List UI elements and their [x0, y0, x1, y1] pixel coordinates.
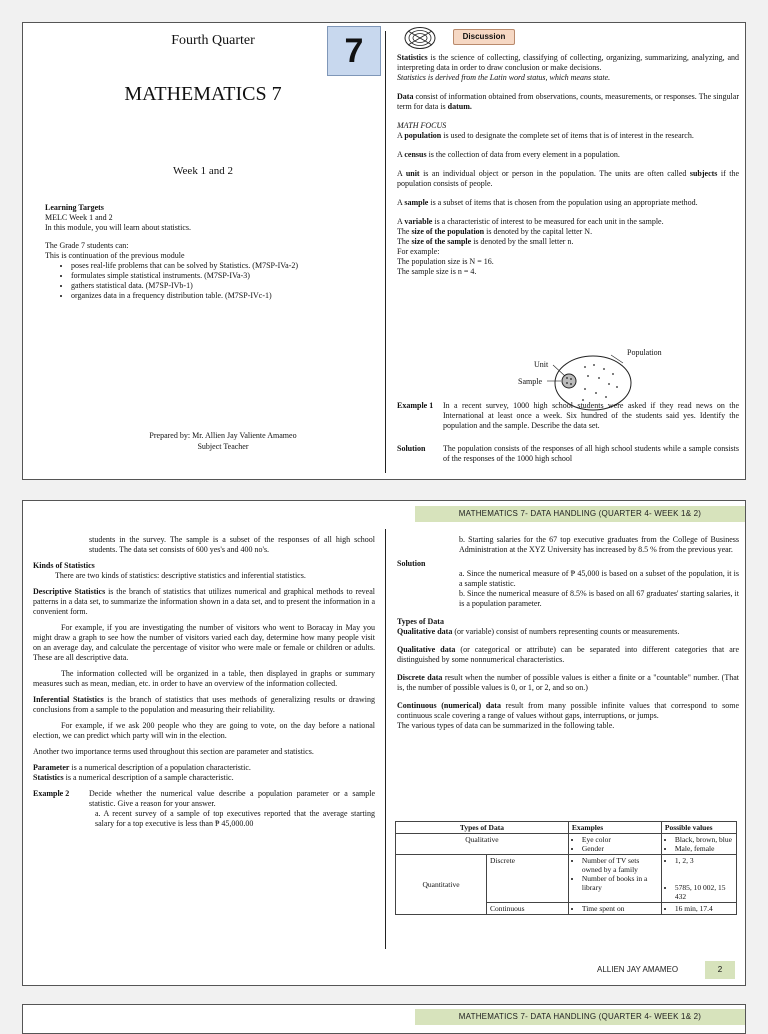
- types-heading: Types of Data: [397, 617, 444, 626]
- table-row: [396, 855, 737, 903]
- table-cell: Continuous: [487, 903, 569, 915]
- population-size-definition: The size of the population is denoted by the capital letter N.: [397, 227, 593, 236]
- page-3: [22, 1004, 746, 1034]
- prepared-role: Subject Teacher: [197, 442, 249, 451]
- table-cell: • Black, brown, blue • Male, female: [661, 834, 736, 855]
- table-cell: Qualitative: [396, 834, 569, 855]
- descriptive-definition: Descriptive Statistics is the branch of statistics that utilizes numerical and graphical methods to reveal patterns in a data set, to summarize the information shown in a data set, and to present the information in a convenient form.: [33, 587, 375, 616]
- discussion-body: [397, 53, 739, 277]
- example2-part-b: b. Starting salaries for the 67 top executive graduates from the College of Business Administration at the XYZ University has increased by 8.5 % from the previous year.: [459, 535, 739, 554]
- intro-line: The Grade 7 students can:: [45, 241, 129, 250]
- example2-part-a: a. A recent survey of a sample of top executives reported that the average starting salary for a top executive is less than ₱ 45,000.00: [95, 809, 375, 828]
- learning-targets-line: MELC Week 1 and 2: [45, 213, 113, 222]
- page-1: [22, 22, 746, 480]
- example2-block: [33, 789, 375, 829]
- descriptive-example: For example, if you are investigating the number of visitors who went to Boracay in May you might draw a graph to see how the number of visitors varied each day, determine how many people visit on an average day, and calculate the percentage of visitor who were male or female or children or adults. These are all descriptive data.: [33, 623, 375, 662]
- statistics-definition: Statistics is the science of collecting, classifying of collecting, organizing, summarizing, analyzing, and interpreting data in order to draw conclusion or make decisions.: [397, 53, 739, 72]
- statistic-definition: Statistics is a numerical description of a sample characteristic.: [33, 773, 234, 782]
- learning-targets: [45, 203, 375, 301]
- page2-right-column: [397, 535, 739, 731]
- solution2-part-a: a. Since the numerical measure of ₱ 45,000 is based on a subset of the population, it is a sample statistic.: [459, 569, 739, 588]
- subject-title: MATHEMATICS 7: [124, 83, 282, 105]
- discrete-definition: Discrete data result when the number of possible values is either a finite or a "countable" number. (That is, the number of possible values is 0, or 1, or 2, and so on.): [397, 673, 740, 692]
- page2-left-column: [33, 535, 375, 829]
- quarter-title: Fourth Quarter: [171, 33, 255, 48]
- table-header: Examples: [568, 822, 661, 834]
- qualitative-definition: Qualitative data (or categorical or attribute) can be separated into different categories that are distinguished by some nonnumerical characteristics.: [397, 645, 740, 664]
- page-2: [22, 500, 746, 986]
- column-divider: [385, 31, 386, 473]
- solution-text: The population consists of the responses of all high school students while a sample consists of the responses of the 1000 high school: [443, 444, 739, 463]
- sample-circle: [562, 374, 576, 388]
- target-item: • gathers statistical data. (M7SP-IVb-1): [71, 281, 375, 291]
- example2-text: Decide whether the numerical value describe a population parameter or a sample statistic. Give a reason for your answer.: [89, 789, 375, 808]
- diagram-sample-label: Sample: [518, 377, 542, 386]
- example-line: The population size is N = 16.: [397, 257, 494, 266]
- table-cell: • 1, 2, 3 • 5785, 10 002, 15 432: [661, 855, 736, 903]
- quantitative-definition: Qualitative data (or variable) consist of numbers representing counts or measurements.: [397, 627, 680, 636]
- learning-targets-heading: Learning Targets: [45, 203, 104, 212]
- inferential-definition: Inferential Statistics is the branch of statistics that uses methods of generalizing results or drawing conclusions from a sample to the population and measuring their reliability.: [33, 695, 375, 714]
- parameter-definition: Parameter is a numerical description of a population characteristic.: [33, 763, 251, 772]
- descriptive-organize: The information collected will be organized in a table, then displayed in graphs or summary measures such as mean, median, etc. in order to have an overview of the information collected.: [33, 669, 375, 688]
- continuous-definition: Continuous (numerical) data result from many possible infinite values that correspond to some continuous scale covering a range of values without gaps, interruptions, or jumps.: [397, 701, 739, 720]
- column-divider: [385, 529, 386, 949]
- intro-line: This is continuation of the previous module: [45, 251, 185, 260]
- sample-definition: A sample is a subset of items that is chosen from the population using an appropriate method.: [397, 198, 698, 207]
- target-item: • poses real-life problems that can be solved by Statistics. (M7SP-IVa-2): [71, 261, 375, 271]
- population-definition: A population is used to designate the complete set of items that is of interest in the research.: [397, 131, 694, 140]
- table-row: [396, 834, 737, 855]
- footer-author: ALLIEN JAY AMAMEO: [597, 965, 679, 974]
- example1-label: Example 1: [397, 401, 434, 410]
- example-line: For example:: [397, 247, 440, 256]
- target-item: • formulates simple statistical instruments. (M7SP-IVa-3): [71, 271, 375, 281]
- table-header: Possible values: [661, 822, 736, 834]
- table-header: Types of Data: [396, 822, 569, 834]
- week-label: Week 1 and 2: [173, 165, 233, 177]
- statistics-origin: Statistics is derived from the Latin word status, which means state.: [397, 73, 611, 82]
- table-cell: • 16 min, 17.4: [661, 903, 736, 915]
- variable-definition: A variable is a characteristic of interest to be measured for each unit in the sample.: [397, 217, 664, 226]
- example2-label: Example 2: [33, 789, 70, 798]
- terms-text: Another two importance terms used throughout this section are parameter and statistics.: [33, 747, 314, 756]
- prepared-by: Prepared by: Mr. Allien Jay Valiente Amameo: [149, 431, 297, 440]
- table-cell: Discrete: [487, 855, 569, 903]
- table-cell: • Eye color • Gender: [568, 834, 661, 855]
- target-item: • organizes data in a frequency distribution table. (M7SP-IVc-1): [71, 291, 375, 301]
- solution-label: Solution: [397, 444, 426, 453]
- kinds-heading: Kinds of Statistics: [33, 561, 95, 570]
- unit-definition: A unit is an individual object or person in the population. The units are often called subjects if the population consists of people.: [397, 169, 739, 188]
- solution2-part-b: b. Since the numerical measure of 8.5% is based on all 67 graduates' starting salaries, it is a population parameter.: [459, 589, 739, 608]
- diagram-population-label: Population: [627, 348, 662, 357]
- page-header-bar: MATHEMATICS 7- DATA HANDLING (QUARTER 4- WEEK 1& 2): [415, 1009, 745, 1025]
- page-header-bar: MATHEMATICS 7- DATA HANDLING (QUARTER 4- WEEK 1& 2): [415, 506, 745, 522]
- example1-text: In a recent survey, 1000 high school students were asked if they read news on the International at least once a week. Six hundred of the students said yes. Identify the population and the sample. Describe the data set.: [443, 401, 739, 430]
- data-definition: Data consist of information obtained from observations, counts, measurements, or responses. The singular term for data is datum.: [397, 92, 739, 111]
- page-number: 2: [705, 961, 735, 979]
- discussion-badge: Discussion: [453, 29, 515, 45]
- math-focus-heading: MATH FOCUS: [397, 121, 447, 130]
- table-cell: • Time spent on: [568, 903, 661, 915]
- solution-continuation: students in the survey. The sample is a subset of the responses of all high school students. The data set consists of 600 yes's and 400 no's.: [89, 535, 375, 554]
- summary-line: The various types of data can be summarized in the following table.: [397, 721, 615, 730]
- table-cell: Quantitative: [396, 855, 487, 915]
- quarter-number-box: 7: [327, 26, 381, 76]
- solution2-label: Solution: [397, 559, 426, 568]
- targets-list: [45, 261, 375, 301]
- types-of-data-table: [395, 821, 741, 957]
- census-definition: A census is the collection of data from every element in a population.: [397, 150, 620, 159]
- sample-size-definition: The size of the sample is denoted by the small letter n.: [397, 237, 574, 246]
- discussion-icon: [403, 26, 437, 55]
- inferential-example: For example, if we ask 200 people who they are going to vote, on the day before a national election, we can predict which party will win in the election.: [33, 721, 375, 740]
- example-line: The sample size is n = 4.: [397, 267, 477, 276]
- diagram-unit-label: Unit: [534, 360, 549, 369]
- learning-targets-line: In this module, you will learn about statistics.: [45, 223, 191, 232]
- table-cell: • Number of TV sets owned by a family • Number of books in a library: [568, 855, 661, 903]
- kinds-text: There are two kinds of statistics: descriptive statistics and inferential statistics.: [55, 571, 306, 580]
